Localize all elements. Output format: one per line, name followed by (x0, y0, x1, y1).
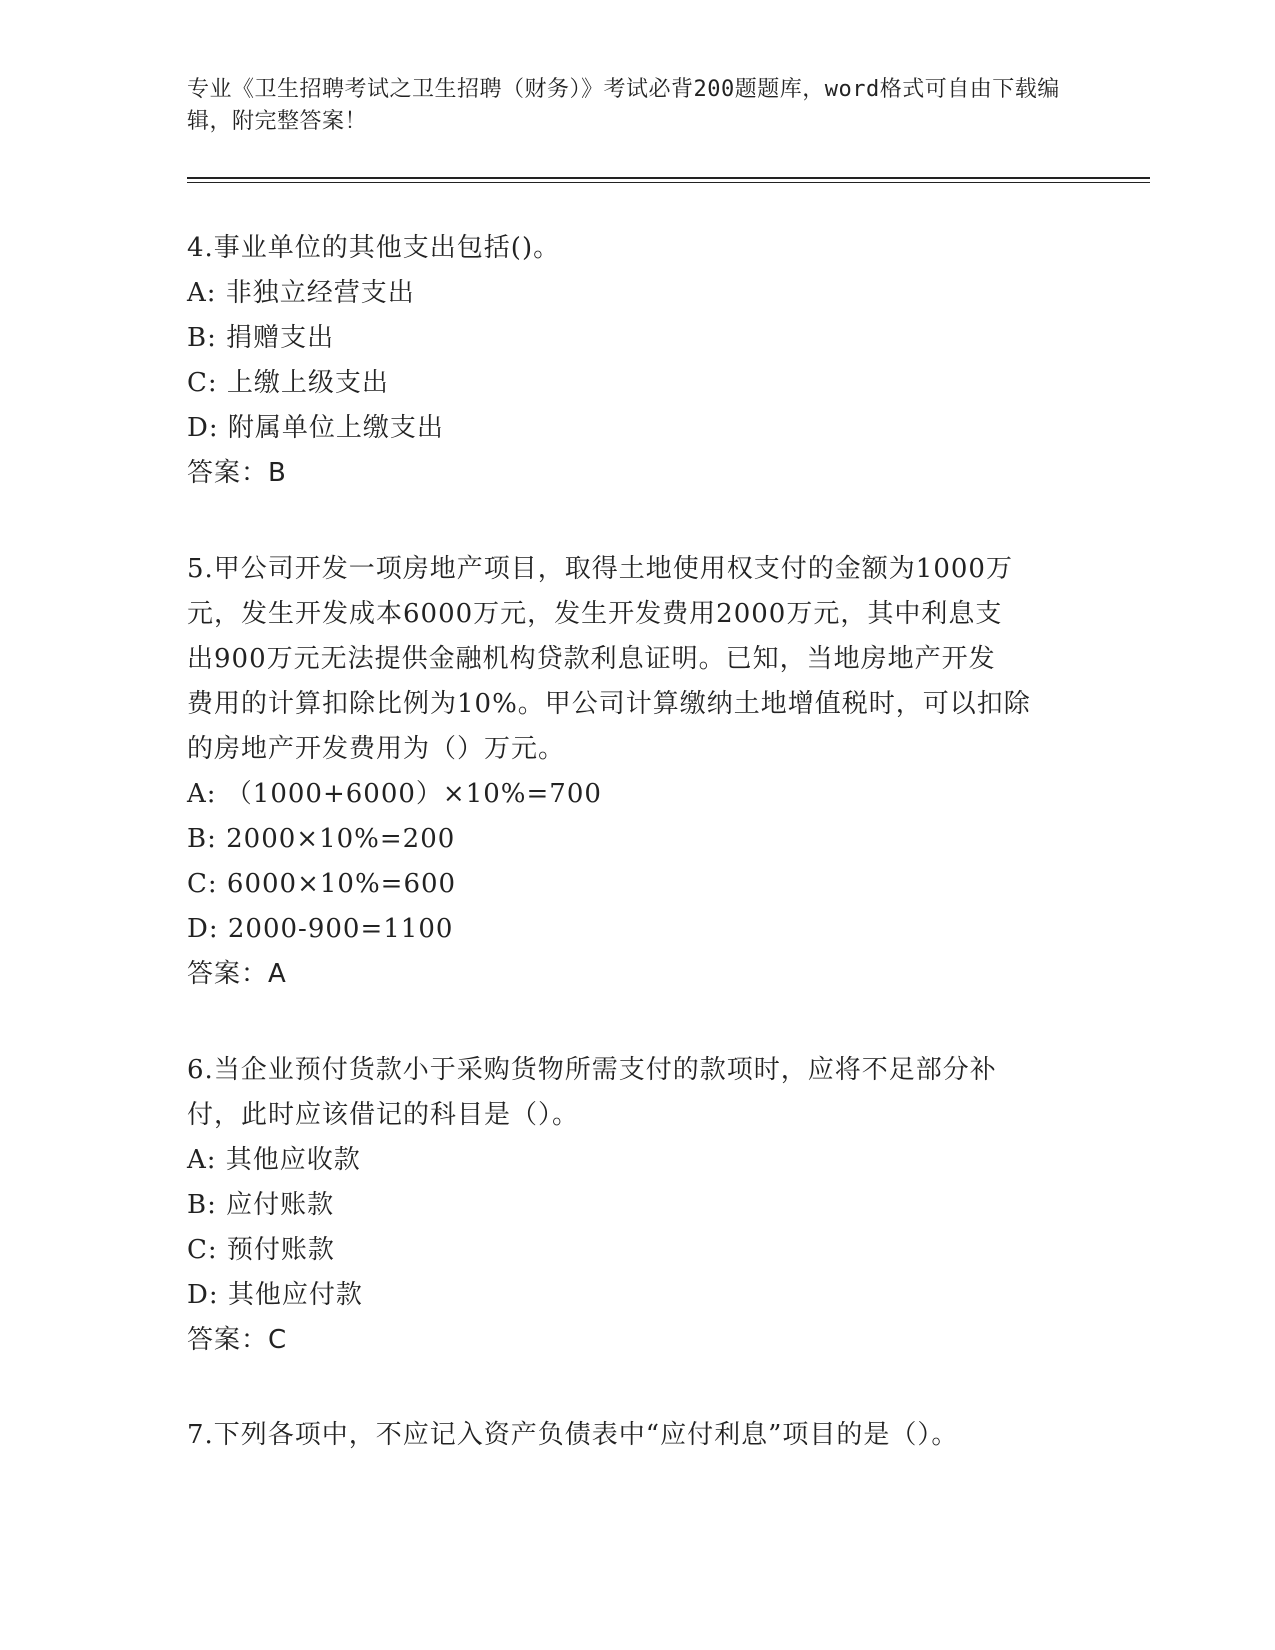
question-5-stem-line-2: 元，发生开发成本6000万元，发生开发费用2000万元，其中利息支 (187, 599, 1003, 629)
question-4-option-d: D: 附属单位上缴支出 (187, 413, 444, 443)
question-4-stem: 4.事业单位的其他支出包括()。 (187, 233, 561, 263)
document-header (187, 74, 1077, 138)
question-6-stem-line-2: 付，此时应该借记的科目是（）。 (187, 1100, 580, 1130)
question-5-option-c: C: 6000×10%=600 (187, 869, 457, 899)
header-divider-thin (187, 182, 1150, 183)
question-6-answer: 答案：C (187, 1325, 288, 1355)
question-6-option-b: B: 应付账款 (187, 1190, 335, 1220)
question-5-option-a: A: （1000+6000）×10%=700 (187, 779, 602, 809)
question-5-stem-line-3: 出900万元无法提供金融机构贷款利息证明。已知，当地房地产开发 (187, 644, 996, 674)
question-4-option-a: A: 非独立经营支出 (187, 278, 415, 308)
question-6-option-c: C: 预付账款 (187, 1235, 335, 1265)
question-6-option-d: D: 其他应付款 (187, 1280, 363, 1310)
question-4-option-c: C: 上缴上级支出 (187, 368, 389, 398)
question-5-stem-line-1: 5.甲公司开发一项房地产项目，取得土地使用权支付的金额为1000万 (187, 554, 1013, 584)
question-5-option-d: D: 2000-900=1100 (187, 914, 454, 944)
question-5-stem-line-5: 的房地产开发费用为（）万元。 (187, 734, 566, 764)
question-4-option-b: B: 捐赠支出 (187, 323, 335, 353)
question-4-answer: 答案：B (187, 458, 287, 488)
header-text: 专业《卫生招聘考试之卫生招聘（财务）》考试必背200题题库，word格式可自由下载编辑，附完整答案！ (187, 77, 1060, 134)
question-6-option-a: A: 其他应收款 (187, 1145, 361, 1175)
question-5-option-b: B: 2000×10%=200 (187, 824, 456, 854)
header-divider-thick (187, 177, 1150, 179)
question-5-stem-line-4: 费用的计算扣除比例为10%。甲公司计算缴纳土地增值税时，可以扣除 (187, 689, 1031, 719)
question-7-stem: 7.下列各项中，不应记入资产负债表中“应付利息”项目的是（）。 (187, 1420, 959, 1450)
question-6-stem-line-1: 6.当企业预付货款小于采购货物所需支付的款项时，应将不足部分补 (187, 1055, 997, 1085)
question-5-answer: 答案：A (187, 959, 287, 989)
